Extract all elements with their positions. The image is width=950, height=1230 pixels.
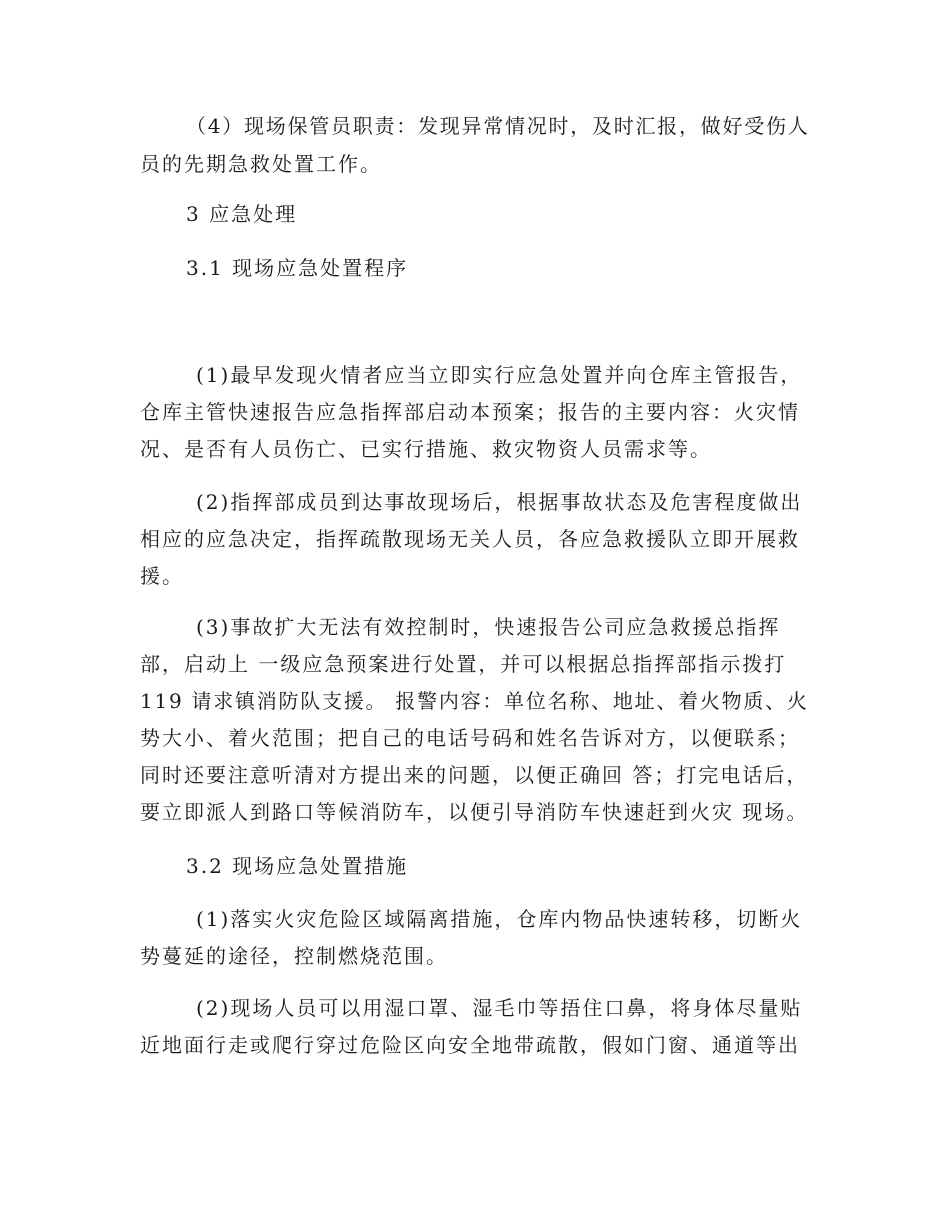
paragraph-line: 部，启动上 一级应急预案进行处置，并可以根据总指挥部指示拨打	[140, 652, 787, 676]
paragraph-line: (3)事故扩大无法有效控制时，快速报告公司应急救援总指挥	[196, 615, 781, 639]
paragraph-line: 援。	[140, 564, 184, 588]
paragraph-line: (1)最早发现火情者应当立即实行应急处置并向仓库主管报告，	[196, 363, 803, 387]
paragraph-line: 相应的应急决定，指挥疏散现场无关人员，各应急救援队立即开展救	[140, 527, 800, 551]
paragraph-line: 要立即派人到路口等候消防车，以便引导消防车快速赶到火灾 现场。	[140, 800, 809, 824]
paragraph-line: 员的先期急救处置工作。	[140, 152, 382, 176]
paragraph-line: 近地面行走或爬行穿过危险区向安全地带疏散，假如门窗、通道等出	[140, 1033, 800, 1057]
paragraph-line: （4）现场保管员职责：发现异常情况时，及时汇报，做好受伤人	[186, 114, 810, 138]
subsection-heading: 3.2 现场应急处置措施	[186, 854, 409, 878]
paragraph-line: (2)指挥部成员到达事故现场后，根据事故状态及危害程度做出	[196, 490, 803, 514]
paragraph-line: 119 请求镇消防队支援。 报警内容：单位名称、地址、着火物质、火	[140, 689, 809, 713]
subsection-heading: 3.1 现场应急处置程序	[186, 256, 409, 280]
paragraph-line: 势大小、着火范围；把自己的电话号码和姓名告诉对方，以便联系；	[140, 726, 800, 750]
paragraph-line: (2)现场人员可以用湿口罩、湿毛巾等捂住口鼻，将身体尽量贴	[196, 996, 803, 1020]
paragraph-line: 仓库主管快速报告应急指挥部启动本预案；报告的主要内容：火灾情	[140, 400, 800, 424]
paragraph-line: 势蔓延的途径，控制燃烧范围。	[140, 944, 448, 968]
paragraph-line: (1)落实火灾危险区域隔离措施，仓库内物品快速转移，切断火	[196, 907, 803, 931]
paragraph-line: 况、是否有人员伤亡、已实行措施、救灾物资人员需求等。	[140, 437, 712, 461]
section-heading: 3 应急处理	[186, 202, 298, 226]
paragraph-line: 同时还要注意听清对方提出来的问题，以便正确回 答；打完电话后，	[140, 763, 809, 787]
